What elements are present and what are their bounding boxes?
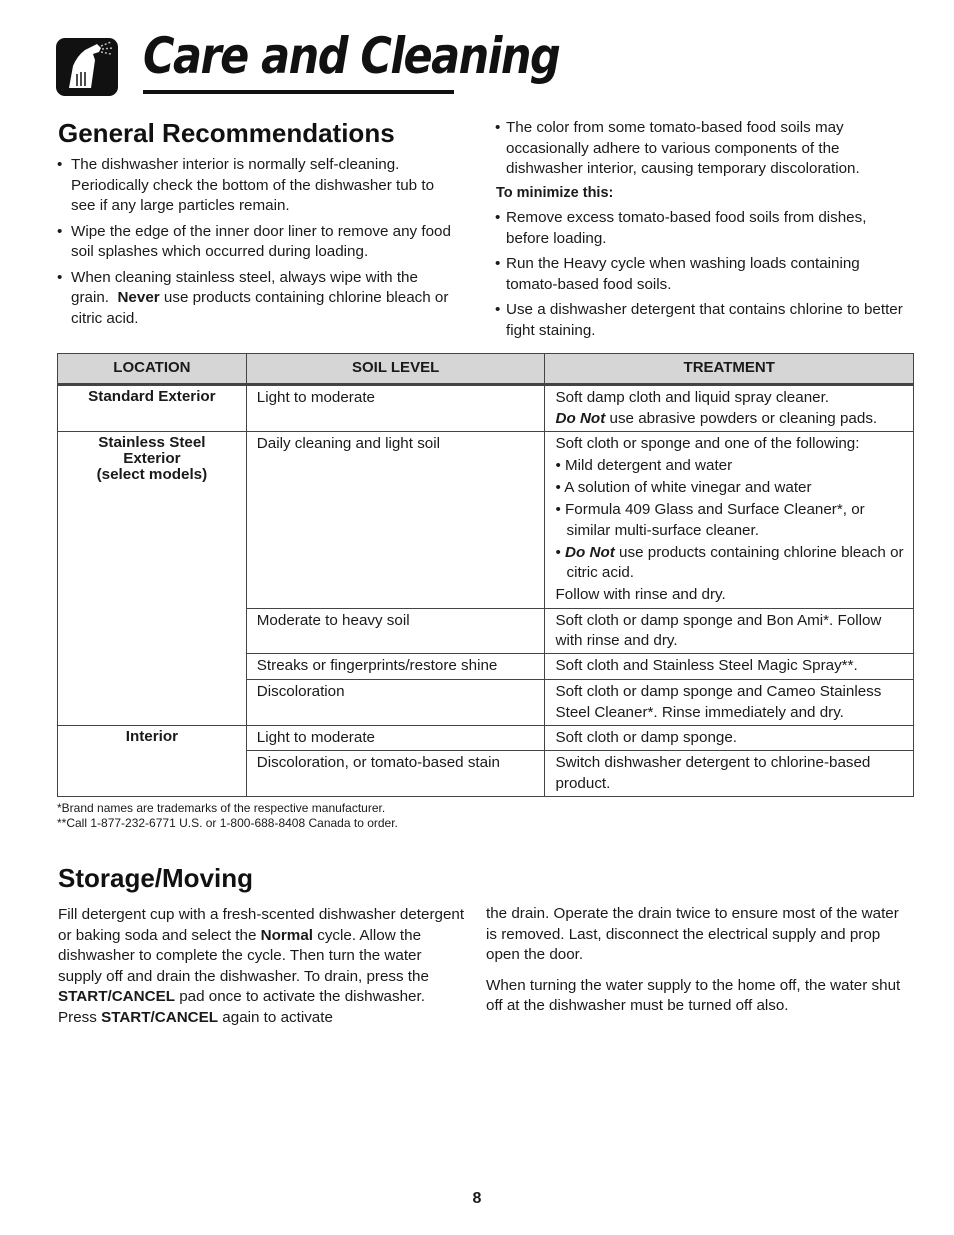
storage-text: pad once to activate the dishwasher. Press bbox=[58, 988, 425, 1026]
soil-cell: Discoloration, or tomato-based stain bbox=[246, 751, 545, 797]
list-item: • Use a dishwasher detergent that contains chlorine to better fight staining. bbox=[495, 300, 905, 341]
title-underline bbox=[143, 90, 454, 94]
treatment-cell bbox=[545, 385, 914, 432]
table-row bbox=[58, 431, 914, 608]
never-emphasis: Never bbox=[117, 289, 160, 306]
treatment-cell: Soft cloth or damp sponge. bbox=[545, 726, 914, 751]
table-row bbox=[58, 726, 914, 751]
normal-emphasis: Normal bbox=[260, 926, 313, 944]
treatment-cell: Soft cloth and Stainless Steel Magic Spray**. bbox=[545, 654, 914, 680]
list-item: • The dishwasher interior is normally self-cleaning. Periodically check the bottom of the dishwasher tub to see if any large particles remain. bbox=[57, 155, 457, 217]
start-cancel-emphasis: START/CANCEL bbox=[101, 1008, 219, 1026]
list-item bbox=[57, 268, 457, 330]
page-number: 8 bbox=[472, 1190, 482, 1207]
soil-cell: Discoloration bbox=[246, 680, 545, 726]
location-line: (select models) bbox=[96, 465, 208, 483]
treatment-intro: Soft cloth or sponge and one of the following: bbox=[555, 434, 860, 452]
general-left-list bbox=[57, 155, 457, 334]
treatment-cell: Soft cloth or damp sponge and Bon Ami*. Follow with rinse and dry. bbox=[545, 608, 914, 654]
location-cell: Interior bbox=[58, 726, 247, 797]
minimize-heading: To minimize this: bbox=[496, 185, 614, 201]
minimize-list bbox=[495, 208, 905, 346]
page-title: Care and Cleaning bbox=[143, 27, 560, 85]
soil-cell: Moderate to heavy soil bbox=[246, 608, 545, 654]
location-line: Stainless Steel bbox=[98, 433, 206, 451]
treatment-header: TREATMENT bbox=[545, 354, 914, 385]
treatment-item: • Formula 409 Glass and Surface Cleaner*, or similar multi-surface cleaner. bbox=[555, 500, 909, 542]
list-item: • Wipe the edge of the inner door liner to remove any food soil splashes which occurred during loading. bbox=[57, 222, 457, 263]
storage-text: again to activate bbox=[222, 1008, 333, 1026]
storage-paragraph bbox=[58, 905, 466, 1028]
do-not-emphasis: Do Not bbox=[565, 543, 615, 561]
storage-text: cycle. Allow the dishwasher to complete the cycle. Then turn the water supply off and drain the dishwasher. To drain, press the bbox=[58, 926, 429, 985]
table-footnotes bbox=[57, 801, 398, 830]
do-not-emphasis: Do Not bbox=[555, 409, 606, 427]
treatment-item: • A solution of white vinegar and water bbox=[555, 478, 909, 499]
stainless-text-pre: When cleaning stainless steel, always wipe with the grain. bbox=[71, 268, 418, 306]
table-row bbox=[58, 385, 914, 432]
storage-moving-heading: Storage/Moving bbox=[58, 863, 254, 893]
storage-text: Fill detergent cup with a fresh-scented dishwasher detergent or baking soda and select the bbox=[58, 906, 465, 944]
treatment-cell: Switch dishwasher detergent to chlorine-based product. bbox=[545, 751, 914, 797]
treatment-outro: Follow with rinse and dry. bbox=[555, 586, 726, 604]
stainless-text-post: use products containing chlorine bleach or citric acid. bbox=[71, 289, 449, 327]
location-header: LOCATION bbox=[58, 354, 247, 385]
treatment-line: Soft damp cloth and liquid spray cleaner. bbox=[555, 389, 830, 406]
treatment-cell bbox=[545, 431, 914, 608]
treatment-item bbox=[555, 543, 909, 585]
footnote: **Call 1-877-232-6771 U.S. or 1-800-688-8408 Canada to order. bbox=[57, 815, 398, 830]
general-right-list-top bbox=[495, 118, 905, 185]
storage-right-column bbox=[486, 904, 906, 1027]
treatment-cell: Soft cloth or damp sponge and Cameo Stainless Steel Cleaner*. Rinse immediately and dry. bbox=[545, 680, 914, 726]
soil-cell: Light to moderate bbox=[246, 385, 545, 432]
storage-paragraph: When turning the water supply to the home off, the water shut off at the dishwasher must be turned off also. bbox=[486, 976, 901, 1014]
general-recommendations-heading: General Recommendations bbox=[58, 118, 395, 148]
treatment-item: • Mild detergent and water bbox=[555, 456, 909, 477]
treatment-text: use products containing chlorine bleach or citric acid. bbox=[566, 543, 904, 582]
location-line: Exterior bbox=[123, 449, 181, 467]
treatment-line bbox=[555, 409, 909, 430]
soil-cell: Light to moderate bbox=[246, 726, 545, 751]
soil-level-header: SOIL LEVEL bbox=[246, 354, 545, 385]
soil-cell: Streaks or fingerprints/restore shine bbox=[246, 654, 545, 680]
footnote: *Brand names are trademarks of the respective manufacturer. bbox=[57, 801, 386, 815]
start-cancel-emphasis: START/CANCEL bbox=[58, 988, 175, 1005]
list-item: • Remove excess tomato-based food soils from dishes, before loading. bbox=[495, 208, 905, 249]
soil-cell: Daily cleaning and light soil bbox=[246, 431, 545, 608]
list-item: • Run the Heavy cycle when washing loads containing tomato-based food soils. bbox=[495, 254, 905, 295]
spray-bottle-icon bbox=[55, 34, 119, 98]
cleaning-table bbox=[57, 353, 914, 797]
treatment-text: use abrasive powders or cleaning pads. bbox=[609, 409, 878, 427]
storage-paragraph: the drain. Operate the drain twice to ensure most of the water is removed. Last, disconnect the electrical supply and prop open the door. bbox=[486, 905, 899, 963]
storage-left-column bbox=[58, 905, 466, 1038]
list-item: • The color from some tomato-based food soils may occasionally adhere to various components of the dishwasher interior, causing temporary discoloration. bbox=[495, 118, 905, 180]
location-cell: Standard Exterior bbox=[58, 385, 247, 432]
location-cell bbox=[58, 431, 247, 726]
table-header-row bbox=[58, 354, 914, 385]
